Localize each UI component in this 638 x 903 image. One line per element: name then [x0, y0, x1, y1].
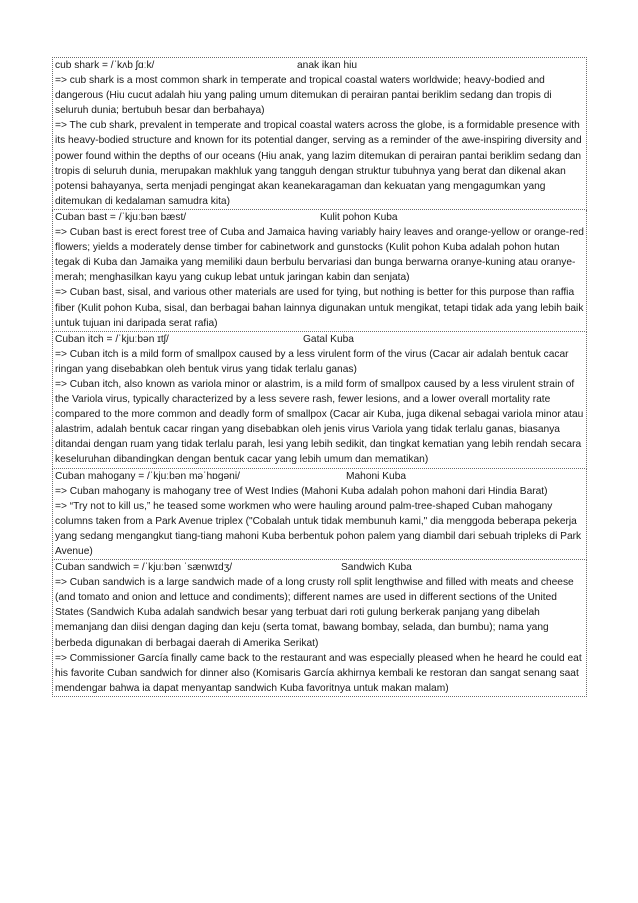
- entry-translation: Kulit pohon Kuba: [320, 211, 398, 223]
- example-line: => Commissioner García finally came back to the restaurant and was especially pleased when he heard he could eat his favorite Cuban sandwich for dinner also (Komisaris García akhirnya kembali ke restoran dan sangat senang saat mendengar bahwa ia dapat menyantap sandwich Kuba favoritnya untuk makan malam): [55, 652, 582, 694]
- entry-term: Cuban sandwich = /ˈkjuːbən ˈsænwɪdʒ/: [55, 562, 233, 574]
- entry-term: Cuban mahogany = /ˈkjuːbən məˈhɒɡəni/: [55, 470, 240, 482]
- definition-line: => Cuban mahogany is mahogany tree of West Indies (Mahoni Kuba adalah pohon mahoni dari Hindia Barat): [55, 485, 548, 497]
- definition-line: => Cuban bast is erect forest tree of Cuba and Jamaica having variably hairy leaves and orange-yellow or orange-red flowers; yields a moderately dense timber for cabinetwork and gunstocks (Kulit pohon Kuba adalah pohon hutan tegak di Kuba dan Jamaika yang memiliki daun berbulu bervariasi dan bunga berwarna oranye-kuning atau oranye-merah; menghasilkan kayu yang cukup lebat untuk jaringan kabin dan senjata): [55, 227, 584, 284]
- entry-term: Cuban itch = /ˈkjuːbən ɪtʃ/: [55, 333, 169, 345]
- entry-translation: Gatal Kuba: [303, 333, 354, 345]
- entry-header: [55, 58, 584, 73]
- entry-header: [55, 332, 584, 347]
- entry-header: [55, 469, 584, 484]
- entry-cuban-mahogany: [52, 469, 587, 561]
- example-line: => The cub shark, prevalent in temperate and tropical coastal waters across the globe, is a formidable presence with its heavy-bodied structure and known for its potential danger, serving as a reminder of the awe-inspiring diversity and power found within the depths of our oceans (Hiu anak, yang lazim ditemukan di perairan pantai beriklim sedang dan tropis di seluruh dunia, merupakan makhluk yang tangguh dengan struktur tubuhnya yang berat dan dikenal akan potensi bahayanya, serta menjadi pengingat akan keanekaragaman dan kekuatan yang mengagumkan yang ditemukan di kedalaman samudra kita): [55, 120, 582, 207]
- example-line: => Cuban itch, also known as variola minor or alastrim, is a mild form of smallpox caused by a less virulent strain of the Variola virus, typically characterized by a less severe rash, fewer lesions, and a lower overall mortality rate compared to the more common and deadly form of smallpox (Cacar air Kuba, juga dikenal sebagai variola minor atau alastrim, adalah bentuk cacar ringan yang disebabkan oleh jenis virus Variola yang tidak terlalu ganas, biasanya ditandai dengan ruam yang tidak terlalu parah, lesi yang lebih sedikit, dan tingkat kematian yang lebih rendah secara keseluruhan dibandingkan dengan bentuk cacar yang lebih umum dan mematikan): [55, 378, 584, 466]
- example-line: => Cuban bast, sisal, and various other materials are used for tying, but nothing is better for this purpose than raffia fiber (Kulit pohon Kuba, sisal, dan berbagai bahan lainnya digunakan untuk mengikat, tetapi tidak ada yang lebih baik untuk tujuan ini daripada serat rafia): [55, 287, 584, 329]
- entry-translation: Sandwich Kuba: [341, 562, 412, 574]
- example-line: => “Try not to kill us,” he teased some workmen who were hauling around palm-tree-shaped Cuban mahogany columns taken from a Park Avenue triplex ("Cobalah untuk tidak membunuh kami," dia menggoda beberapa pekerja yang sedang mengangkut tiang-tiang mahoni Kuba berbentuk pohon palem yang diambil dari sebuah tripleks di Park Avenue): [55, 500, 582, 557]
- entry-term: Cuban bast = /ˈkjuːbən bæst/: [55, 211, 187, 223]
- entry-header: [55, 210, 584, 225]
- entry-cuban-bast: [52, 210, 587, 332]
- definition-line: => Cuban sandwich is a large sandwich made of a long crusty roll split lengthwise and filled with meats and cheese (and tomato and onion and lettuce and condiments); different names are used in different sections of the United States (Sandwich Kuba adalah sandwich besar yang terbuat dari roti gulung berkerak panjang yang dibelah memanjang dan diisi dengan daging dan keju (serta tomat, bawang bombay, selada, dan bumbu); nama yang berbeda digunakan di berbagai daerah di Amerika Serikat): [55, 577, 574, 649]
- dictionary-page: [52, 57, 587, 697]
- entry-translation: Mahoni Kuba: [346, 470, 407, 482]
- entry-cub-shark: [52, 57, 587, 210]
- definition-line: => Cuban itch is a mild form of smallpox caused by a less virulent form of the virus (Cacar air adalah bentuk cacar ringan yang disebabkan oleh bentuk virus yang tidak terlalu ganas): [55, 348, 569, 375]
- entry-cuban-sandwich: [52, 560, 587, 697]
- entry-translation: anak ikan hiu: [297, 60, 358, 71]
- entry-header: [55, 560, 584, 575]
- entry-term: cub shark = /ˈkʌb ʃɑːk/: [55, 60, 155, 71]
- definition-line: => cub shark is a most common shark in temperate and tropical coastal waters worldwide; heavy-bodied and dangerous (Hiu cucut adalah hiu yang paling umum ditemukan di perairan pantai beriklim sedang dan tropis di seluruh dunia; bertubuh besar dan berbahaya): [55, 75, 552, 117]
- entry-cuban-itch: [52, 332, 587, 469]
